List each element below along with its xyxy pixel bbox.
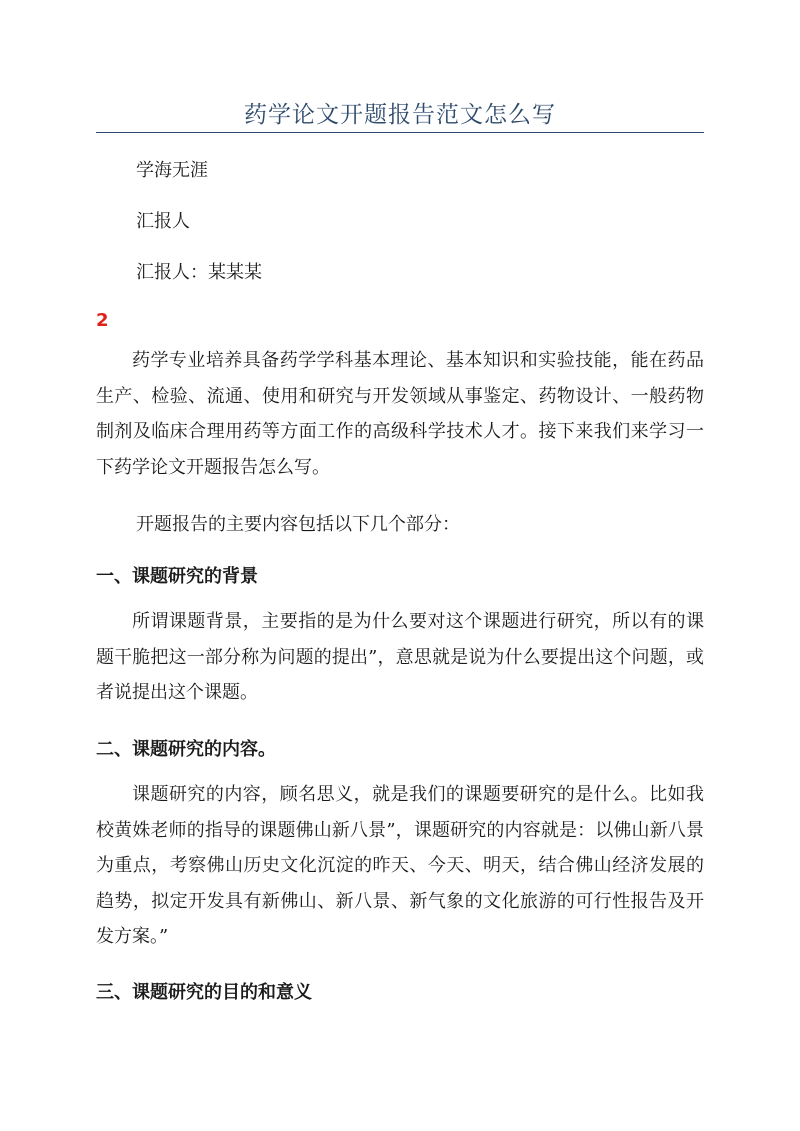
section-body-content: 课题研究的内容，顾名思义，就是我们的课题要研究的是什么。比如我校黄姝老师的指导的课题佛山新八景”，课题研究的内容就是：以佛山新八景为重点，考察佛山历史文化沉淀的昨天、今天、明天，结合佛山经济发展的趋势，拟定开发具有新佛山、新八景、新气象的文化旅游的可行性报告及开发方案。” xyxy=(96,784,704,947)
section-heading-content: 二、课题研究的内容。 xyxy=(96,739,276,760)
meta-line-motto: 学海无涯 xyxy=(136,160,208,181)
page-marker: 2 xyxy=(96,310,109,331)
title-underline xyxy=(96,132,704,133)
meta-line-reporter: 汇报人 xyxy=(136,211,190,232)
lead-line: 开题报告的主要内容包括以下几个部分： xyxy=(136,514,460,535)
intro-paragraph: 药学专业培养具备药学学科基本理论、基本知识和实验技能，能在药品生产、检验、流通、使用和研究与开发领域从事鉴定、药物设计、一般药物制剂及临床合理用药等方面工作的高级科学技术人才。接下来我们来学习一下药学论文开题报告怎么写。 xyxy=(96,350,704,478)
document-title: 药学论文开题报告范文怎么写 xyxy=(244,102,556,128)
section-body-background: 所谓课题背景，主要指的是为什么要对这个课题进行研究，所以有的课题干脆把这一部分称为问题的提出”，意思就是说为什么要提出这个问题，或者说提出这个课题。 xyxy=(96,611,704,703)
meta-line-reporter-name: 汇报人：某某某 xyxy=(136,262,262,283)
section-heading-purpose: 三、课题研究的目的和意义 xyxy=(96,982,312,1003)
section-heading-background: 一、课题研究的背景 xyxy=(96,566,258,587)
